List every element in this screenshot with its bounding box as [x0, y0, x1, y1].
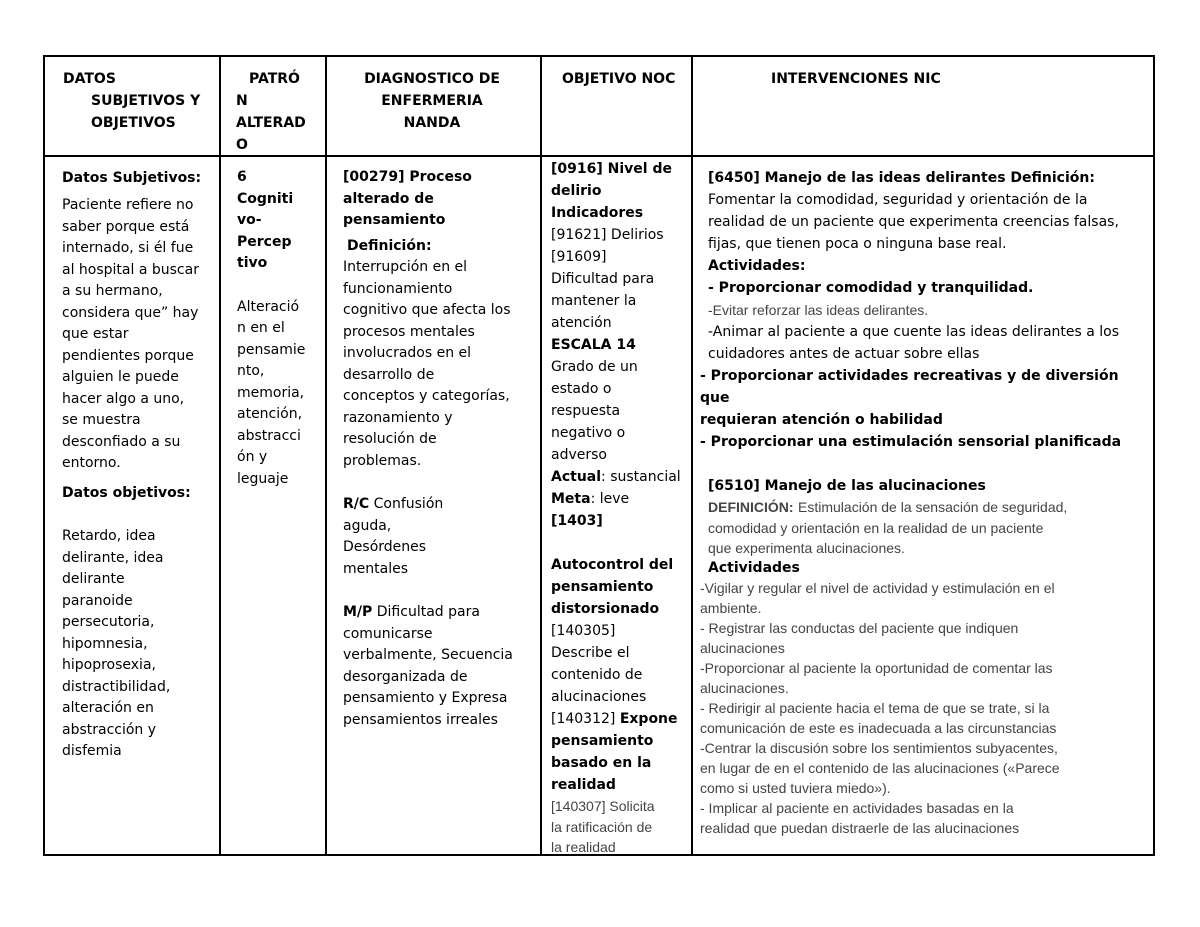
nic-definicion-label: DEFINICIÓN:	[708, 499, 794, 515]
noc-line: Describe el	[551, 645, 630, 661]
noc-line: negativo o	[551, 425, 626, 441]
nanda-line: desarrollo de	[343, 366, 435, 383]
noc-line: basado en la	[551, 755, 652, 771]
nic-line: ambiente.	[700, 600, 762, 616]
patron-line: vo-	[237, 212, 262, 228]
nic-line: comodidad y orientación en la realidad de un paciente	[708, 520, 1044, 536]
nanda-definicion-label: Definición:	[347, 237, 432, 254]
header-noc	[562, 68, 692, 90]
datos-line: alguien le puede	[62, 369, 179, 385]
header-noc-text: OBJETIVO NOC	[562, 71, 676, 87]
noc-line: estado o	[551, 381, 612, 397]
noc-code: [1403]	[551, 513, 603, 529]
datos-line: se muestra	[62, 412, 141, 428]
nic-line: alucinaciones	[700, 640, 785, 656]
header-datos-line: DATOS	[63, 71, 116, 87]
nic-actividades-label: Actividades:	[708, 258, 806, 274]
nic-line: -Centrar la discusión sobre los sentimientos subyacentes,	[700, 740, 1058, 756]
noc-title-line: Indicadores	[551, 205, 644, 221]
datos-line: abstracción y	[62, 721, 157, 738]
nanda-rc-label: R/C	[343, 496, 370, 512]
header-datos-line: OBJETIVOS	[91, 115, 176, 131]
patron-line: memoria,	[237, 384, 305, 401]
noc-line: [140305]	[551, 623, 616, 639]
header-nic-text: INTERVENCIONES NIC	[771, 71, 941, 87]
nanda-line: Interrupción en el	[343, 259, 468, 275]
datos-line: que estar	[62, 326, 129, 342]
patron-line: leguaje	[237, 470, 289, 487]
nanda-line: pensamiento y Expresa	[343, 690, 508, 706]
datos-line: internado, si él fue	[62, 240, 194, 256]
datos-line: hacer algo a uno,	[62, 390, 185, 407]
care-plan-table	[43, 55, 1155, 856]
noc-line: realidad	[551, 777, 616, 793]
nanda-title-line: alterado de	[343, 190, 434, 207]
noc-actual-value: : sustancial	[601, 469, 681, 485]
nic-line: requieran atención o habilidad	[700, 412, 943, 428]
nic-line: en lugar de en el contenido de las alucinaciones («Parece	[700, 760, 1060, 776]
noc-escala-label: ESCALA 14	[551, 337, 636, 353]
noc-code: [140312]	[551, 711, 616, 727]
nanda-line: mentales	[343, 560, 408, 577]
noc-title-line: Autocontrol del	[551, 557, 674, 573]
noc-actual-label: Actual	[551, 469, 602, 485]
noc-line: alucinaciones	[551, 689, 647, 705]
nic-line: realidad de un paciente que experimenta creencias falsas,	[708, 214, 1119, 230]
nic-line: -Vigilar y regular el nivel de actividad y estimulación en el	[700, 580, 1055, 596]
nanda-line: procesos mentales	[343, 323, 475, 340]
nic-line: que experimenta alucinaciones.	[708, 540, 905, 556]
noc-line: atención	[551, 315, 612, 331]
patron-line: n en el	[237, 320, 285, 336]
header-datos-line: SUBJETIVOS Y	[91, 93, 201, 109]
nic-line: Fomentar la comodidad, seguridad y orientación de la	[708, 192, 1088, 208]
header-patron-line: O	[236, 137, 248, 153]
header-diagnostico-line: NANDA	[403, 115, 461, 131]
datos-subjetivos-title: Datos Subjetivos:	[62, 170, 202, 186]
patron-line: Cogniti	[237, 190, 294, 207]
noc-line: pensamiento	[551, 733, 654, 749]
header-datos	[63, 68, 213, 134]
nic-line: - Registrar las conductas del paciente que indiquen	[700, 620, 1019, 636]
datos-line: saber porque está	[62, 218, 190, 235]
nic-line: -Proporcionar al paciente la oportunidad de comentar las	[700, 660, 1053, 676]
header-patron	[236, 68, 324, 156]
noc-line: Expone	[619, 711, 678, 727]
noc-line: [140307] Solicita	[551, 798, 655, 814]
noc-line: respuesta	[551, 403, 621, 419]
nanda-line: verbalmente, Secuencia	[343, 647, 513, 663]
noc-line: adverso	[551, 447, 607, 463]
datos-objetivos-title: Datos objetivos:	[62, 484, 191, 501]
patron-line: Percep	[237, 233, 292, 250]
datos-line: al hospital a buscar	[62, 261, 199, 278]
noc-line: [91621] Delirios	[551, 227, 664, 243]
patron-line: ón y	[237, 449, 268, 465]
noc-line: la ratificación de	[551, 818, 653, 835]
patron-line: atención,	[237, 406, 303, 422]
nanda-line: cognitivo que afecta los	[343, 302, 511, 318]
nic-line: - Proporcionar una estimulación sensorial planificada	[700, 434, 1122, 450]
nanda-line: involucrados en el	[343, 345, 472, 361]
datos-line: disfemia	[62, 743, 122, 759]
patron-line: abstracci	[237, 427, 301, 444]
header-diagnostico-line: DIAGNOSTICO DE	[364, 71, 500, 87]
header-patron-line: PATRÓ	[249, 71, 300, 87]
datos-line: Paciente refiere no	[62, 197, 194, 213]
noc-meta-value: : leve	[590, 491, 630, 507]
noc-title-line: delirio	[551, 183, 602, 199]
column-divider	[325, 57, 327, 854]
nanda-cell	[343, 167, 538, 731]
noc-line: Dificultad para	[551, 271, 655, 287]
noc-line: Grado de un	[551, 359, 638, 375]
header-nic	[771, 68, 1071, 90]
datos-line: hipomnesia,	[62, 635, 148, 652]
datos-line: persecutoria,	[62, 614, 155, 630]
header-patron-line: N	[236, 93, 248, 109]
datos-line: paranoide	[62, 592, 133, 609]
nic-line: - Proporcionar actividades recreativas y de diversión que	[700, 368, 1119, 406]
nic-line: - Redirigir al paciente hacia el tema de que se trate, si la	[700, 700, 1050, 716]
nanda-line: pensamientos irreales	[343, 711, 498, 728]
nic-line: comunicación de este es inadecuada a las circunstancias	[700, 720, 1057, 736]
nic-line: - Proporcionar comodidad y tranquilidad.	[708, 280, 1034, 296]
datos-line: delirante, idea	[62, 549, 164, 566]
noc-cell	[551, 158, 691, 858]
column-divider	[219, 57, 221, 854]
nanda-line: aguda,	[343, 517, 392, 534]
nic-title: [6450] Manejo de las ideas delirantes Definición:	[708, 170, 1095, 186]
nanda-title-line: [00279] Proceso	[343, 169, 472, 185]
column-divider	[540, 57, 542, 854]
nic-title: [6510] Manejo de las alucinaciones	[708, 478, 986, 494]
nic-line: -Animar al paciente a que cuente las ideas delirantes a los	[708, 324, 1120, 340]
nanda-line: Dificultad para	[376, 604, 480, 620]
patron-line: nto,	[237, 363, 265, 379]
nanda-line: desorganizada de	[343, 668, 468, 685]
nic-line: Estimulación de la sensación de seguridad,	[798, 499, 1068, 515]
patron-line: tivo	[237, 255, 268, 271]
datos-line: delirante	[62, 571, 125, 587]
noc-title-line: pensamiento	[551, 579, 654, 595]
datos-line: hipoprosexia,	[62, 657, 156, 673]
nanda-line: resolución de	[343, 431, 437, 447]
nanda-line: conceptos y categorías,	[343, 388, 510, 404]
datos-line: Retardo, idea	[62, 528, 156, 544]
nic-line: fijas, que tienen poca o ninguna base real.	[708, 236, 1007, 252]
patron-line: 6	[237, 169, 247, 185]
nic-line: realidad que puedan distraerle de las alucinaciones	[700, 820, 1020, 836]
datos-line: alteración en	[62, 700, 154, 716]
nanda-mp-label: M/P	[343, 604, 373, 620]
nic-cell	[700, 167, 1152, 838]
nic-line: - Implicar al paciente en actividades basadas en la	[700, 800, 1014, 816]
datos-cell	[62, 167, 217, 763]
datos-line: pendientes porque	[62, 347, 194, 364]
nanda-line: funcionamiento	[343, 280, 453, 297]
nanda-line: razonamiento y	[343, 409, 453, 426]
noc-title-line: distorsionado	[551, 601, 660, 617]
nanda-line: problemas.	[343, 452, 422, 469]
noc-line: [91609]	[551, 249, 607, 265]
datos-line: desconfiado a su	[62, 433, 181, 450]
datos-line: a su hermano,	[62, 283, 163, 299]
noc-line: mantener la	[551, 293, 637, 309]
noc-title-line: [0916] Nivel de	[551, 161, 672, 177]
nanda-line: comunicarse	[343, 625, 433, 642]
patron-line: pensamie	[237, 341, 306, 358]
noc-line: contenido de	[551, 667, 643, 683]
nanda-line: Confusión	[373, 496, 444, 512]
nic-line: como si usted tuviera miedo»).	[700, 780, 891, 796]
nanda-title-line: pensamiento	[343, 212, 446, 228]
nic-line: cuidadores antes de actuar sobre ellas	[708, 346, 980, 362]
header-diagnostico-line: ENFERMERIA	[381, 93, 483, 109]
nic-line: -Evitar reforzar las ideas delirantes.	[708, 302, 929, 318]
nanda-line: Desórdenes	[343, 539, 427, 555]
header-diagnostico	[327, 68, 537, 134]
patron-cell	[237, 167, 323, 490]
datos-line: distractibilidad,	[62, 678, 171, 695]
noc-line: la realidad	[551, 839, 616, 855]
datos-line: entorno.	[62, 455, 121, 471]
noc-meta-label: Meta	[551, 491, 591, 507]
nic-line: alucinaciones.	[700, 680, 789, 696]
column-divider	[691, 57, 693, 854]
patron-line: Alteració	[237, 298, 300, 315]
nic-actividades-label: Actividades	[708, 560, 800, 576]
header-patron-line: ALTERAD	[236, 115, 306, 131]
datos-line: considera que” hay	[62, 304, 199, 321]
